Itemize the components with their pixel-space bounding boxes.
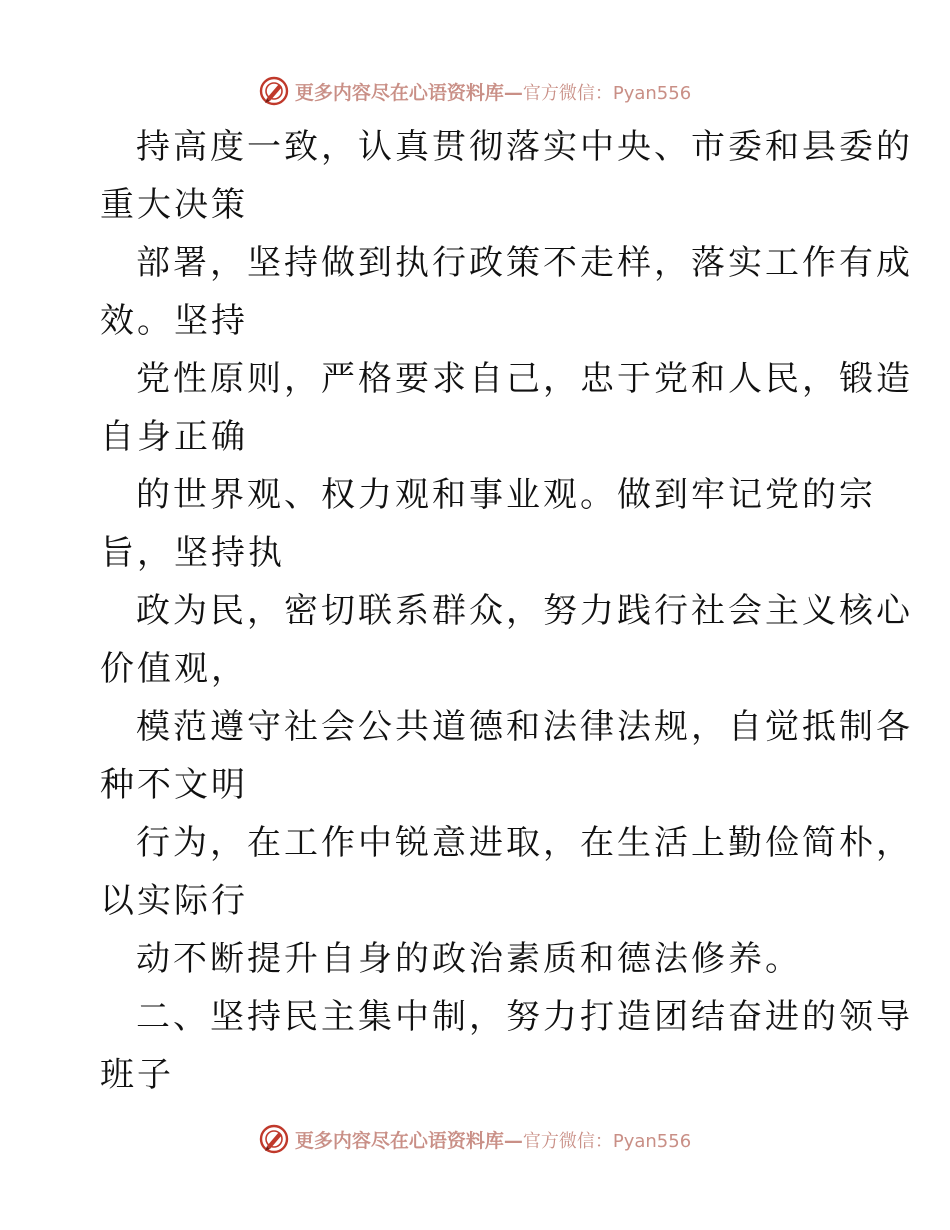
text-line: 价值观， <box>100 649 248 689</box>
text-line: 行为，在工作中锐意进取，在生活上勤俭简朴， <box>136 823 913 863</box>
header-watermark <box>0 74 950 108</box>
watermark-wechat: 官方微信：Pyan556 <box>522 82 692 104</box>
text-line: 政为民，密切联系群众，努力践行社会主义核心 <box>136 591 913 631</box>
text-line: 以实际行 <box>100 881 248 921</box>
watermark-wechat: 官方微信：Pyan556 <box>522 1130 692 1152</box>
text-line: 重大决策 <box>100 185 248 225</box>
text-line: 动不断提升自身的政治素质和德法修养。 <box>136 939 802 979</box>
text-line: 旨，坚持执 <box>100 533 285 573</box>
text-line: 效。坚持 <box>100 301 248 341</box>
document-body <box>100 118 913 1104</box>
watermark-text <box>295 78 691 105</box>
pen-logo-icon <box>259 1124 289 1154</box>
text-line: 班子 <box>100 1055 174 1095</box>
footer-watermark <box>0 1122 950 1156</box>
watermark-dash: — <box>503 81 523 104</box>
section-heading: 二、坚持民主集中制，努力打造团结奋进的领导 <box>136 997 913 1037</box>
watermark-brand: 更多内容尽在心语资料库 <box>294 1129 504 1152</box>
text-line: 模范遵守社会公共道德和法律法规，自觉抵制各 <box>136 707 913 747</box>
text-line: 种不文明 <box>100 765 248 805</box>
watermark-text <box>295 1126 691 1153</box>
pen-logo-icon <box>259 76 289 106</box>
text-line: 自身正确 <box>100 417 248 457</box>
watermark-brand: 更多内容尽在心语资料库 <box>294 81 504 104</box>
text-line: 党性原则，严格要求自己，忠于党和人民，锻造 <box>136 359 913 399</box>
text-line: 部署，坚持做到执行政策不走样，落实工作有成 <box>136 243 913 283</box>
text-line: 持高度一致，认真贯彻落实中央、市委和县委的 <box>136 127 913 167</box>
text-line: 的世界观、权力观和事业观。做到牢记党的宗 <box>136 475 876 515</box>
watermark-dash: — <box>503 1129 523 1152</box>
